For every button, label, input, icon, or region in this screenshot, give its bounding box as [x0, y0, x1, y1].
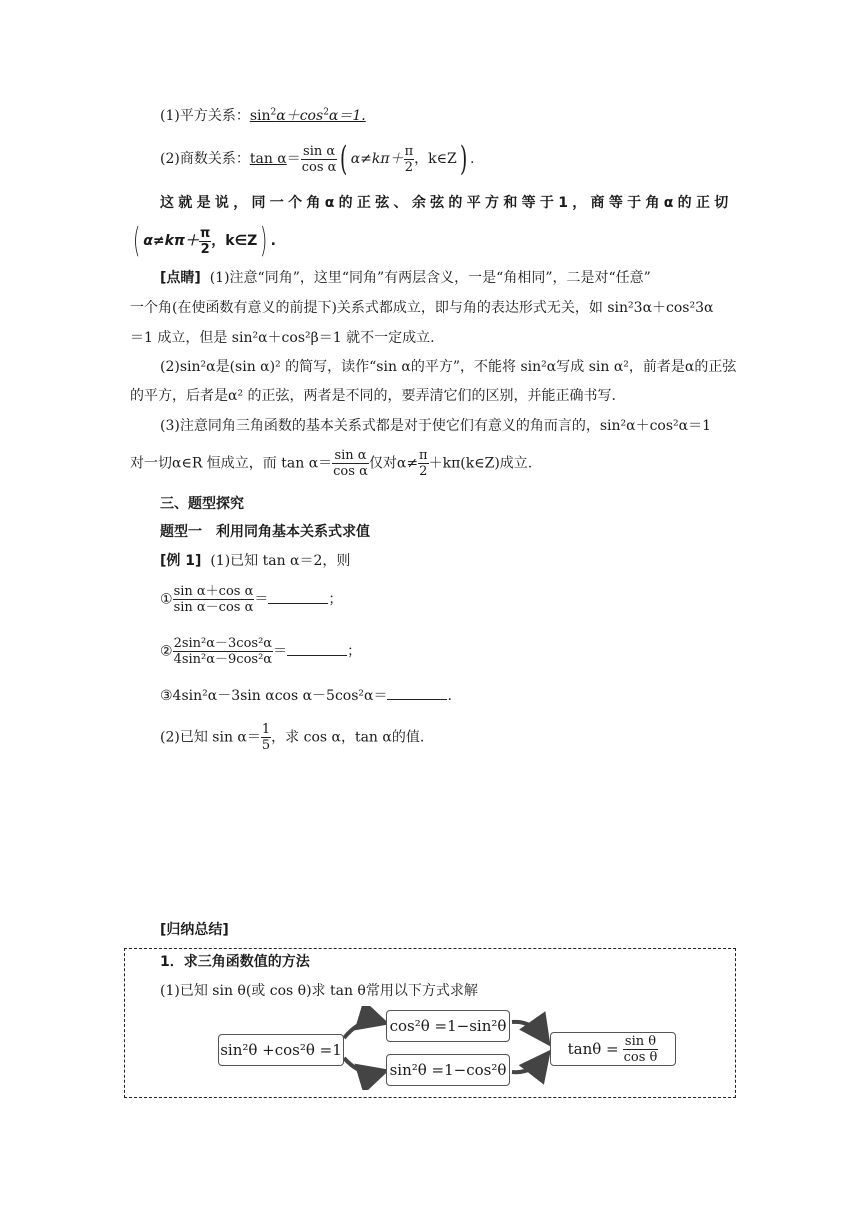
- pi-symbol: π: [419, 448, 428, 463]
- two-digit: 2: [419, 464, 428, 479]
- fraction-denominator: 5: [261, 738, 271, 753]
- tan-ratio-node: [550, 1032, 676, 1066]
- circle-one: ①: [160, 591, 173, 608]
- fraction-denominator: cos α: [301, 159, 337, 175]
- sin-squared-node: sin²θ =1−cos²θ: [386, 1054, 510, 1086]
- semicolon: ；: [328, 591, 343, 608]
- note-text: ＋kπ(k∈Z)成立.: [428, 455, 533, 472]
- formula-rhs: α＝1.: [328, 108, 366, 124]
- note-p3-line1: (3)注意同角三角函数的基本关系式都是对于使它们有意义的角而言的，sin²α＋cos²α＝1: [160, 418, 712, 434]
- fraction-numerator: 1: [261, 722, 271, 737]
- question-4-text: (2)已知 sin α＝: [160, 729, 261, 746]
- pi-over-two: [418, 448, 429, 479]
- question-3-text: ③4sin²α－3sin αcos α－5cos²α＝: [160, 688, 388, 704]
- note-p2-line2: 的平方，后者是α² 的正弦，两者是不同的，要弄清它们的区别，并能正确书写.: [130, 388, 616, 404]
- fraction-numerator: sin α: [301, 144, 338, 160]
- condition-text: α≠kπ＋: [350, 151, 404, 167]
- summary-line-2: [130, 221, 276, 261]
- arrow-to-bottom: [344, 1058, 382, 1073]
- fraction-denominator: sin α－cos α: [173, 600, 254, 615]
- quotient-lhs: tan α: [249, 151, 287, 167]
- note-text: 对一切α∈R 恒成立，而 tan α＝: [130, 455, 333, 472]
- fraction-numerator: sin α＋cos α: [173, 584, 254, 599]
- right-paren: ): [459, 139, 467, 179]
- formula-sin: sin: [249, 108, 271, 124]
- pi-symbol: π: [404, 143, 414, 159]
- fraction-denominator: cos θ: [623, 1049, 658, 1065]
- equals-sign: ＝: [286, 151, 301, 167]
- pi-over-two: [404, 144, 415, 175]
- question-3: [160, 686, 452, 706]
- condition-domain: ，k∈Z: [414, 151, 457, 167]
- fraction-numerator: sin θ: [623, 1034, 659, 1050]
- two-digit: 2: [404, 159, 413, 175]
- period: .: [469, 151, 475, 167]
- square-relation-label: (1)平方关系：: [160, 108, 250, 124]
- fraction-denominator: 4sin²α－9cos²α: [173, 652, 273, 667]
- conclusion-tag: [归纳总结]: [160, 922, 229, 938]
- note-p3-line2: [130, 448, 532, 479]
- right-paren: ): [260, 221, 268, 261]
- summary-domain: ，k∈Z: [211, 233, 258, 249]
- example-tag: [例 1]: [160, 553, 202, 569]
- question-4-text: ，求 cos α，tan α的值.: [271, 729, 425, 746]
- sin-over-cos-fraction: [301, 144, 338, 175]
- arrow-top-to-end: [512, 1022, 546, 1040]
- pi-symbol: π: [200, 225, 211, 241]
- equals-sign: ＝: [273, 643, 288, 660]
- period: .: [447, 688, 452, 704]
- note-text: (1)注意“同角”，这里“同角”有两层含义，一是“角相同”，二是对“任意”: [209, 270, 651, 286]
- two-digit: 2: [200, 241, 210, 257]
- note-tag: [点睛]: [160, 270, 201, 286]
- semicolon: ；: [347, 643, 362, 660]
- example-intro: [160, 551, 350, 571]
- fraction-numerator: 2sin²α－3cos²α: [173, 636, 273, 651]
- quotient-relation: [160, 139, 475, 179]
- fraction-denominator: cos α: [333, 464, 368, 479]
- identity-flow-diagram: [212, 1006, 682, 1090]
- pi-over-two: [199, 226, 211, 257]
- sin-over-cos-fraction: [332, 448, 369, 479]
- summary-line-1: 这就是说，同一个角α的正弦、余弦的平方和等于1，商等于角α的正切: [160, 195, 733, 211]
- tan-fraction: [623, 1034, 659, 1065]
- note-text: 仅对α≠: [368, 455, 419, 472]
- tan-label: tanθ =: [567, 1040, 619, 1058]
- method-description: (1)已知 sin θ(或 cos θ)求 tan θ常用以下方式求解: [160, 983, 478, 999]
- left-paren: (: [340, 139, 348, 179]
- summary-condition: α≠kπ＋: [143, 233, 199, 249]
- left-paren: (: [132, 221, 141, 261]
- type1-title: 题型一 利用同角基本关系式求值: [160, 524, 370, 540]
- period: .: [270, 233, 276, 249]
- fraction-numerator: sin α: [332, 448, 369, 464]
- note-p1-line2: 一个角(在使函数有意义的前提下)关系式都成立，即与角的表达形式无关，如 sin²3α＋cos²3α: [130, 300, 714, 316]
- question-1-fraction: [173, 584, 255, 615]
- cos-squared-node: cos²θ =1−sin²θ: [386, 1010, 510, 1042]
- equals-sign: ＝: [254, 591, 269, 608]
- question-2: [160, 636, 361, 667]
- example-text: (1)已知 tan α＝2，则: [210, 553, 351, 569]
- note-p2-line1: (2)sin²α是(sin α)² 的简写，读作“sin α的平方”，不能将 sin²α写成 sin α²，前者是α的正弦: [160, 359, 737, 375]
- question-4: [160, 722, 424, 753]
- answer-blank[interactable]: [387, 689, 447, 700]
- arrow-to-top: [344, 1021, 382, 1038]
- one-fifth-fraction: [261, 722, 271, 753]
- pythagorean-identity-node: sin²θ +cos²θ =1: [218, 1034, 344, 1066]
- method-heading: 1．求三角函数值的方法: [160, 954, 310, 970]
- question-1: [160, 584, 342, 615]
- note-p1-line3: ＝1 成立，但是 sin²α＋cos²β＝1 就不一定成立.: [130, 330, 435, 346]
- section-title: 三、题型探究: [160, 496, 244, 512]
- quotient-relation-label: (2)商数关系：: [160, 151, 250, 167]
- answer-blank[interactable]: [287, 645, 347, 656]
- circle-two: ②: [160, 643, 173, 660]
- formula-cos: α＋cos: [276, 108, 324, 124]
- arrow-bottom-to-end: [512, 1056, 546, 1072]
- note-p1-line1: [160, 268, 651, 288]
- square-relation-formula: $\sin^2\alpha+\cos^2\alpha=1$.: [249, 107, 366, 124]
- answer-blank[interactable]: [268, 593, 328, 604]
- square-relation: [160, 106, 366, 126]
- question-2-fraction: [173, 636, 274, 667]
